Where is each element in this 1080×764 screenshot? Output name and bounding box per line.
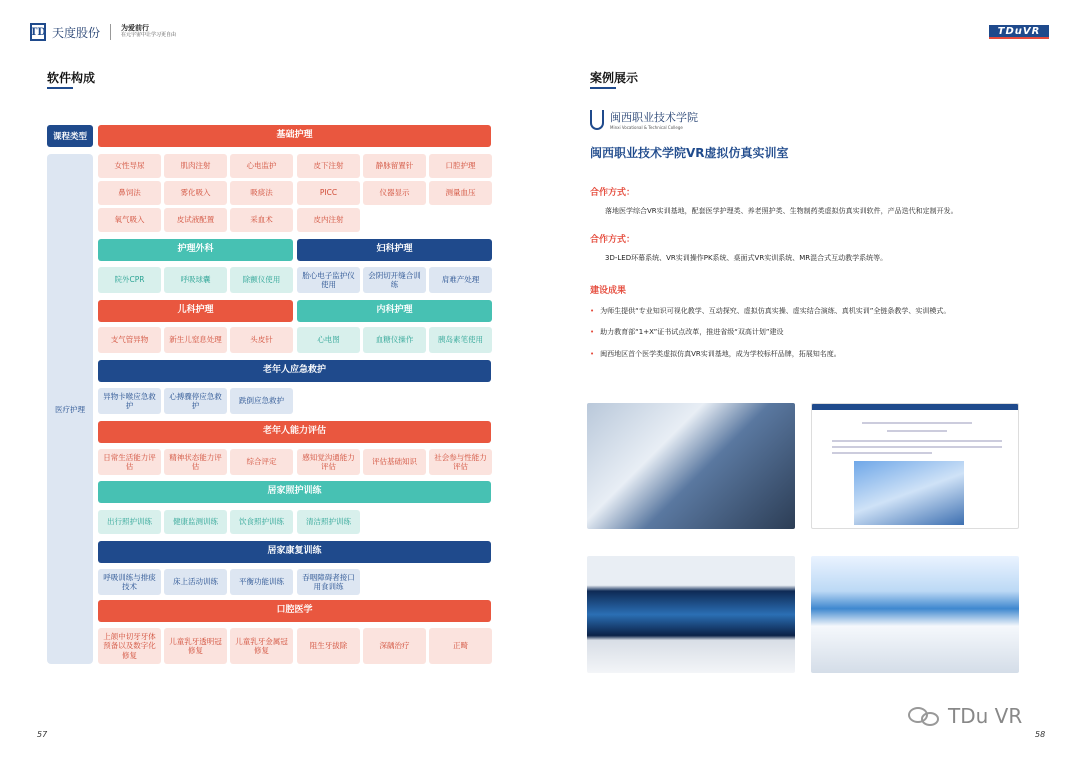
section-header-elder-assessment: 老年人能力评估 bbox=[98, 421, 491, 443]
course-item: 仪器显示 bbox=[363, 181, 426, 205]
course-item: 平衡功能训练 bbox=[230, 569, 293, 595]
course-item: 心搏骤停应急救护 bbox=[164, 388, 227, 414]
article-line bbox=[862, 422, 972, 424]
course-item: 皮内注射 bbox=[297, 208, 360, 232]
result-text: 助力教育部“1+X”证书试点改革，推进省级“双高计划”建设 bbox=[600, 328, 784, 336]
page-number-left: 57 bbox=[37, 730, 48, 739]
article-line bbox=[832, 440, 1002, 442]
course-item: 正畸 bbox=[429, 628, 492, 664]
course-item: 胎心电子监护仪使用 bbox=[297, 267, 360, 293]
training-room-photo-1 bbox=[587, 403, 795, 529]
course-item: 氧气吸入 bbox=[98, 208, 161, 232]
course-item: 雾化吸入 bbox=[164, 181, 227, 205]
course-item: 呼吸球囊 bbox=[164, 267, 227, 293]
section-header-surgical: 护理外科 bbox=[98, 239, 293, 261]
course-item: 心电图 bbox=[297, 327, 360, 353]
news-article-photo bbox=[811, 403, 1019, 529]
case-section-title: 案例展示 bbox=[590, 71, 639, 85]
course-item: 肌肉注射 bbox=[164, 154, 227, 178]
course-item: 鼻饲法 bbox=[98, 181, 161, 205]
course-item: 综合评定 bbox=[230, 449, 293, 475]
course-item: 院外CPR bbox=[98, 267, 161, 293]
coop2-text: 3D-LED环幕系统、VR实训操作PK系统、桌面式VR实训系统、MR混合式互动教学系统等。 bbox=[605, 254, 888, 262]
course-item: 支气管异物 bbox=[98, 327, 161, 353]
result-text: 闽西地区首个医学类虚拟仿真VR实训基地，成为学校标杆品牌，拓展知名度。 bbox=[600, 350, 841, 358]
article-line bbox=[832, 452, 932, 454]
coop2-label: 合作方式： bbox=[590, 235, 636, 245]
section-header-pediatric: 儿科护理 bbox=[98, 300, 293, 322]
results-label: 建设成果 bbox=[590, 286, 627, 296]
course-item: 静脉留置针 bbox=[363, 154, 426, 178]
college-logo bbox=[590, 109, 698, 130]
course-item: 心电监护 bbox=[230, 154, 293, 178]
company-name: 天度股份 bbox=[52, 25, 101, 40]
course-item: 评估基础知识 bbox=[363, 449, 426, 475]
section-header-home-care: 居家照护训练 bbox=[98, 481, 491, 503]
course-item: 儿童乳牙透明冠修复 bbox=[164, 628, 227, 664]
logo-divider bbox=[110, 24, 111, 40]
watermark bbox=[908, 704, 1022, 728]
course-item: 精神状态能力评估 bbox=[164, 449, 227, 475]
course-item: 测量血压 bbox=[429, 181, 492, 205]
course-item: 吞咽障碍者接口用食训练 bbox=[297, 569, 360, 595]
slogan-main: 为爱前行 bbox=[121, 24, 150, 33]
section-header-elder-emergency: 老年人应急救护 bbox=[98, 360, 491, 382]
course-item: 肩难产处理 bbox=[429, 267, 492, 293]
article-line bbox=[832, 446, 1002, 448]
course-item: 皮试液配置 bbox=[164, 208, 227, 232]
college-name-cn: 闽西职业技术学院 bbox=[610, 111, 698, 124]
course-item: 女性导尿 bbox=[98, 154, 161, 178]
wechat-icon bbox=[908, 705, 942, 727]
course-item: 会阴切开缝合训练 bbox=[363, 267, 426, 293]
brand-logo: TDuVR bbox=[989, 25, 1049, 39]
section-header-dental: 口腔医学 bbox=[98, 600, 491, 622]
course-item: 清洁照护训练 bbox=[297, 510, 360, 534]
course-item: 上颌中切牙牙体预备以及数字化修复 bbox=[98, 628, 161, 664]
result-item bbox=[590, 306, 950, 316]
slogan bbox=[121, 25, 176, 38]
course-item: 头皮针 bbox=[230, 327, 293, 353]
course-item: 儿童乳牙金属冠修复 bbox=[230, 628, 293, 664]
section-header-internal: 内科护理 bbox=[297, 300, 492, 322]
title-underline bbox=[47, 87, 73, 89]
result-item bbox=[590, 349, 841, 359]
section-header-home-rehab: 居家康复训练 bbox=[98, 541, 491, 563]
bullet-icon: • bbox=[590, 350, 595, 358]
bullet-icon: • bbox=[590, 307, 595, 315]
course-item: 采血术 bbox=[230, 208, 293, 232]
result-text: 为师生提供“专业知识可视化教学、互动探究、虚拟仿真实操、虚实结合演练、真机实训”全链条教学、实训模式。 bbox=[600, 307, 951, 315]
course-item: 感知觉沟通能力评估 bbox=[297, 449, 360, 475]
course-item: 血糖仪操作 bbox=[363, 327, 426, 353]
case-title-underline bbox=[590, 87, 616, 89]
company-logo bbox=[30, 23, 176, 41]
coop1-label: 合作方式： bbox=[590, 188, 636, 198]
course-item: 跌倒应急救护 bbox=[230, 388, 293, 414]
vr-lab-photo bbox=[811, 556, 1019, 673]
course-item: 深龋治疗 bbox=[363, 628, 426, 664]
led-screen-photo bbox=[587, 556, 795, 673]
course-item: 饮食照护训练 bbox=[230, 510, 293, 534]
course-item: PICC bbox=[297, 181, 360, 205]
college-emblem-icon bbox=[590, 110, 604, 130]
college-name-en: Minxi Vocational & Technical College bbox=[610, 125, 683, 130]
coop1-text: 落地医学综合VR实训基地，配套医学护理类、养老照护类、生物制药类虚拟仿真实训软件，产品迭代和定制开发。 bbox=[605, 207, 958, 215]
course-item: 阻生牙拔除 bbox=[297, 628, 360, 664]
course-item: 异物卡喉应急救护 bbox=[98, 388, 161, 414]
course-item: 新生儿窒息处理 bbox=[164, 327, 227, 353]
section-header-gynecology: 妇科护理 bbox=[297, 239, 492, 261]
medical-care-label: 医疗护理 bbox=[47, 154, 93, 664]
software-title: 软件构成 bbox=[47, 71, 96, 85]
article-header-bar bbox=[812, 404, 1018, 410]
page-number-right: 58 bbox=[1035, 730, 1046, 739]
course-item: 胰岛素笔使用 bbox=[429, 327, 492, 353]
bullet-icon: • bbox=[590, 328, 595, 336]
result-item bbox=[590, 327, 783, 337]
course-item: 社会参与性能力评估 bbox=[429, 449, 492, 475]
course-item: 出行照护训练 bbox=[98, 510, 161, 534]
course-type-header: 课程类型 bbox=[47, 125, 93, 147]
watermark-text: TDu VR bbox=[948, 704, 1023, 728]
article-inner-photo bbox=[854, 461, 964, 525]
course-item: 日常生活能力评估 bbox=[98, 449, 161, 475]
course-item: 健康监测训练 bbox=[164, 510, 227, 534]
course-item: 皮下注射 bbox=[297, 154, 360, 178]
course-item: 口腔护理 bbox=[429, 154, 492, 178]
course-item: 呼吸训练与排痰技术 bbox=[98, 569, 161, 595]
course-item: 除颤仪使用 bbox=[230, 267, 293, 293]
logo-mark: TD bbox=[30, 23, 46, 41]
course-item: 床上活动训练 bbox=[164, 569, 227, 595]
section-header-basic-care: 基础护理 bbox=[98, 125, 491, 147]
slogan-sub: 在元宇宙中让学习更自由 bbox=[121, 32, 177, 39]
article-line bbox=[887, 430, 947, 432]
course-item: 吸痰法 bbox=[230, 181, 293, 205]
case-title: 闽西职业技术学院VR虚拟仿真实训室 bbox=[590, 146, 789, 160]
